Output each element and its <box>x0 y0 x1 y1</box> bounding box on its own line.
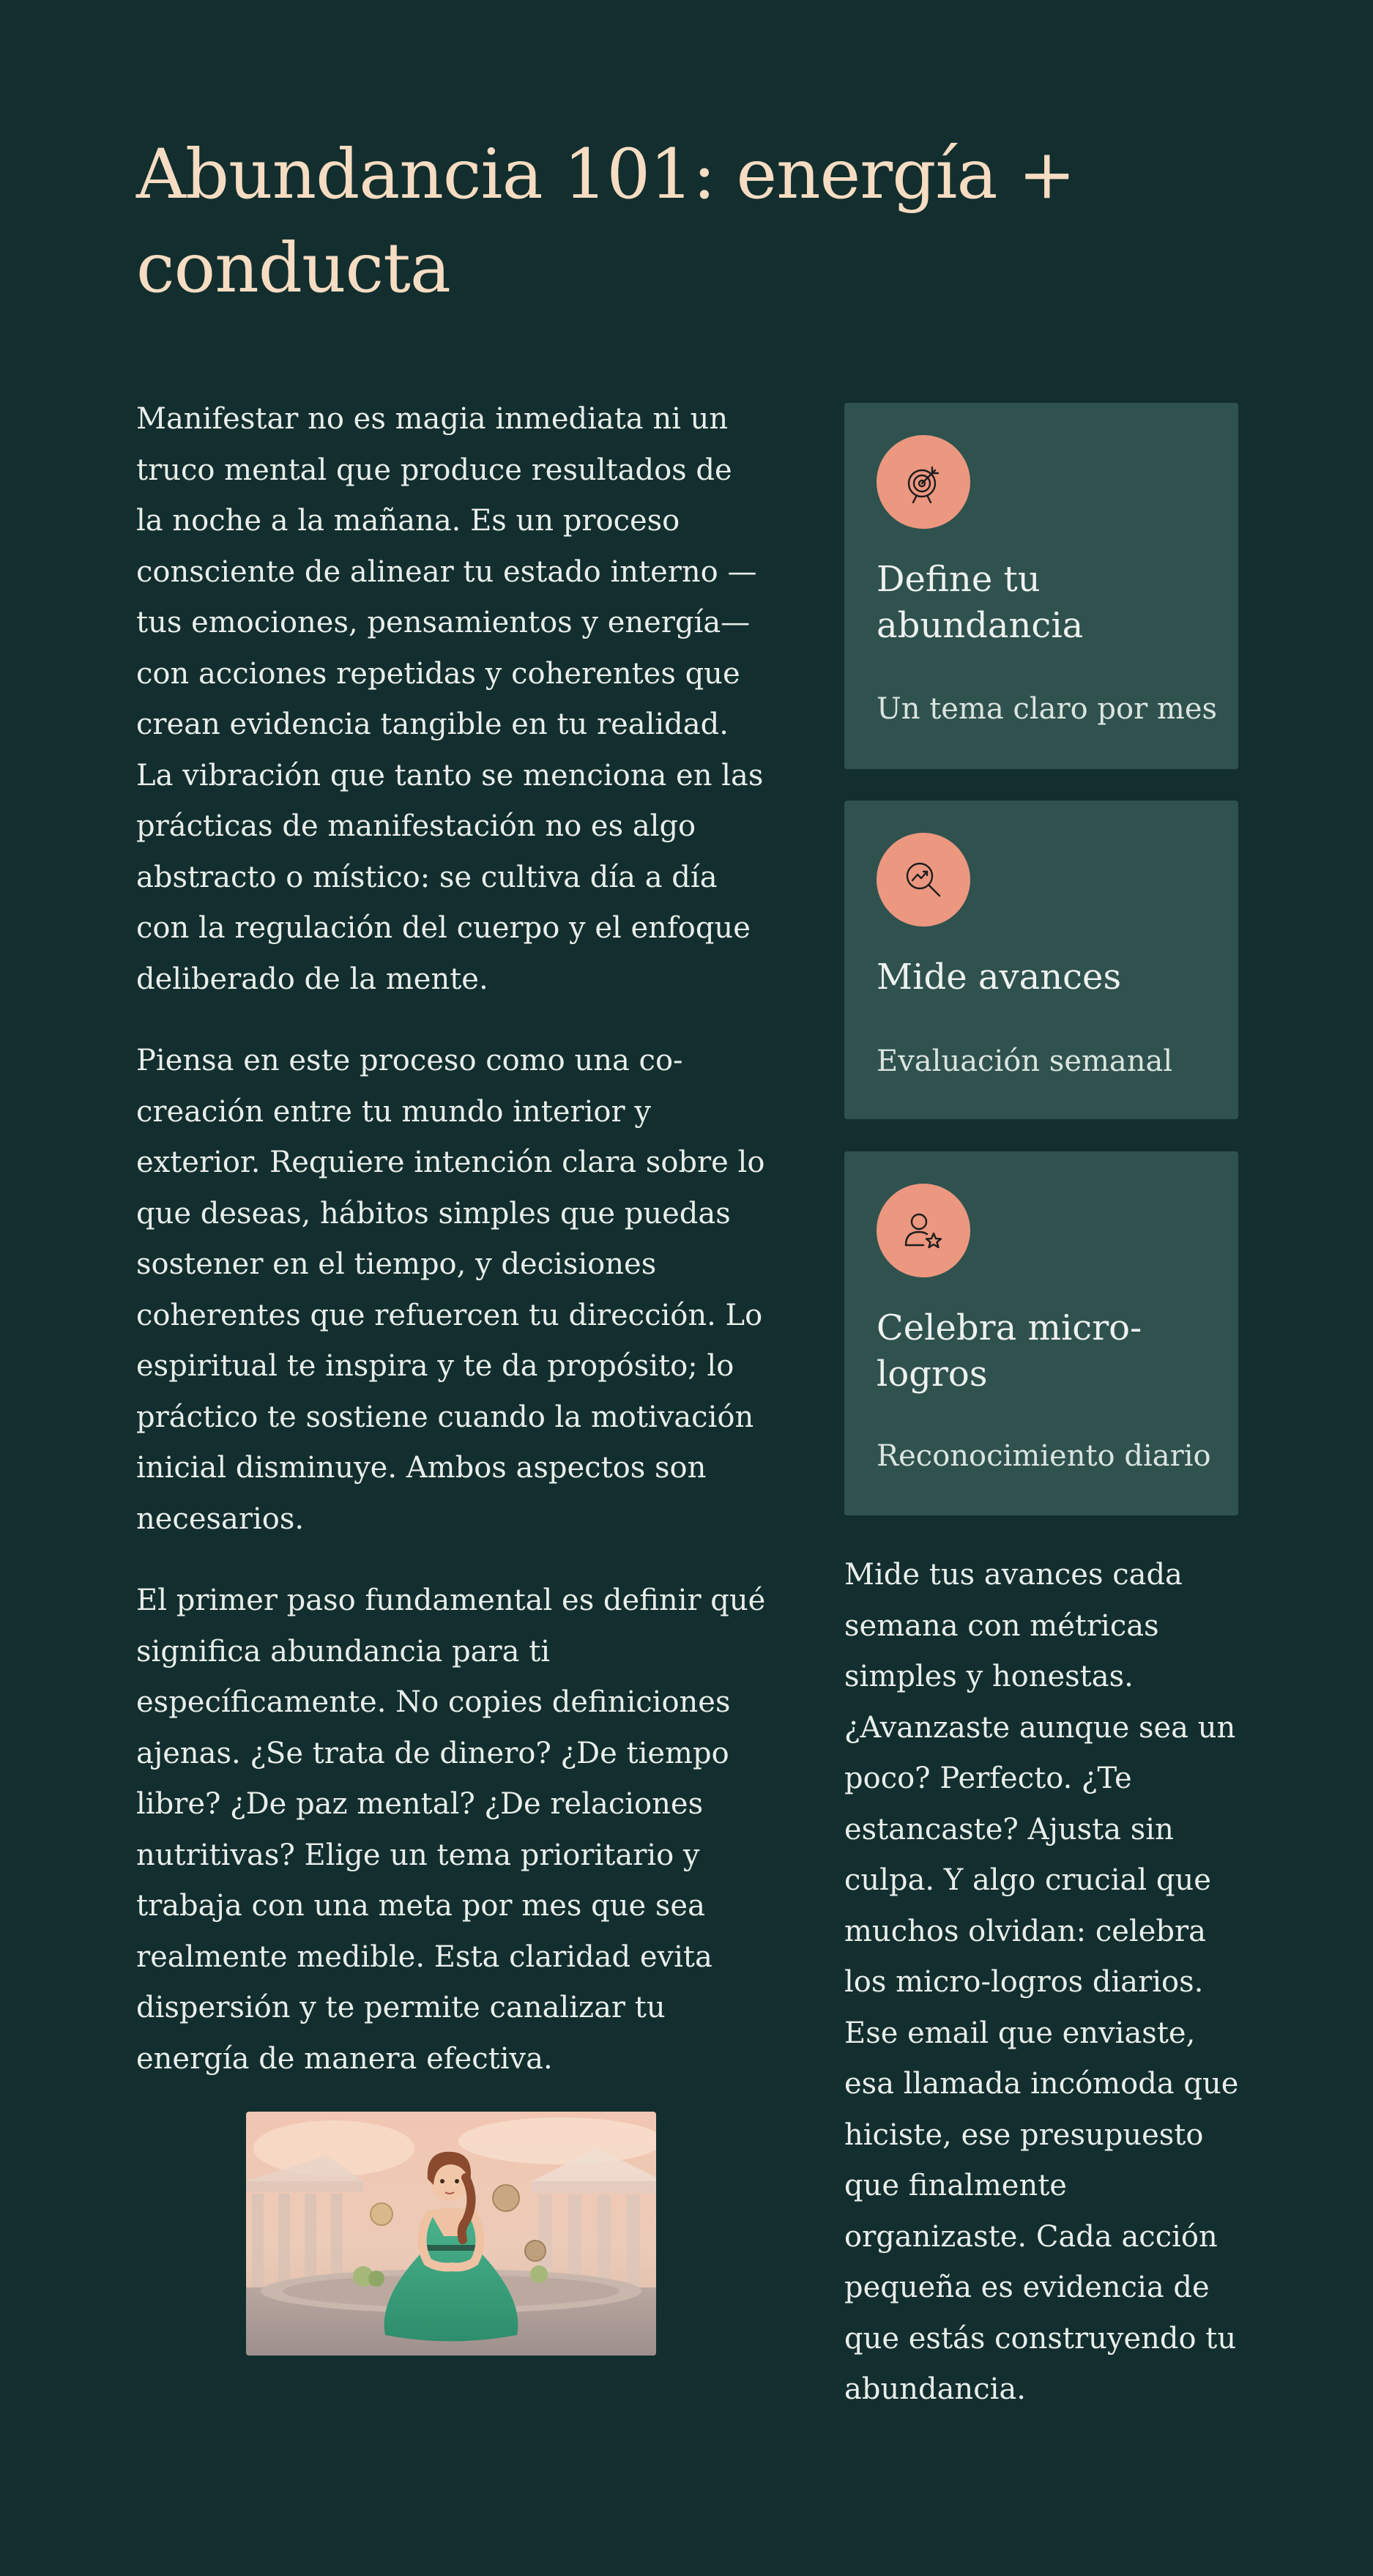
main-article <box>136 394 766 2115</box>
page-title: Abundancia 101: energía + conducta <box>136 135 1076 308</box>
article-paragraph: El primer paso fundamental es definir qué significa abundancia para ti específicamente. No copies definiciones ajenas. ¿Se trata de dinero? ¿De tiempo libre? ¿De paz mental? ¿De relaciones nutritivas? Elige un tema prioritario y trabaja con una meta por mes que sea realmente medible. Esta claridad evita dispersión y te permite canalizar tu energía de manera efectiva. <box>136 1584 766 2076</box>
card-celebra-micro-logros <box>844 1151 1238 1515</box>
card-define-abundancia <box>844 403 1238 769</box>
trend-search-icon <box>877 833 970 927</box>
illustration-woman-in-green-dress <box>246 2112 656 2356</box>
article-paragraph: Piensa en este proceso como una co-creación entre tu mundo interior y exterior. Requiere intención clara sobre lo que deseas, hábitos simples que puedas sostener en el tiempo, y decisiones coherentes que refuercen tu dirección. Lo espiritual te inspira y te da propósito; lo práctico te sostiene cuando la motivación inicial disminuye. Ambos aspectos son necesarios. <box>136 1044 765 1536</box>
side-paragraph: Mide tus avances cada semana con métricas simples y honestas. ¿Avanzaste aunque sea un poco? Perfecto. ¿Te estancaste? Ajusta sin culpa. Y algo crucial que muchos olvidan: celebra los micro-logros diarios. Ese email que enviaste, esa llamada incómoda que hiciste, ese presupuesto que finalmente organizaste. Cada acción pequeña es evidencia de que estás construyendo tu abundancia. <box>844 1558 1239 2406</box>
card-title: Celebra micro-logros <box>877 1307 1142 1395</box>
card-mide-avances <box>844 801 1238 1119</box>
card-subtitle: Reconocimiento diario <box>877 1439 1211 1473</box>
card-subtitle: Un tema claro por mes <box>877 692 1218 726</box>
card-title: Mide avances <box>877 957 1122 998</box>
card-title: Define tu abundancia <box>877 559 1084 646</box>
target-icon <box>877 435 970 529</box>
card-subtitle: Evaluación semanal <box>877 1044 1173 1078</box>
article-paragraph: Manifestar no es magia inmediata ni un truco mental que produce resultados de la noche a la mañana. Es un proceso consciente de alinear tu estado interno —tus emociones, pensamientos y energía— con acciones repetidas y coherentes que crean evidencia tangible en tu realidad. La vibración que tanto se menciona en las prácticas de manifestación no es algo abstracto o místico: se cultiva día a día con la regulación del cuerpo y el enfoque deliberado de la mente. <box>136 402 764 996</box>
user-star-icon <box>877 1184 970 1277</box>
